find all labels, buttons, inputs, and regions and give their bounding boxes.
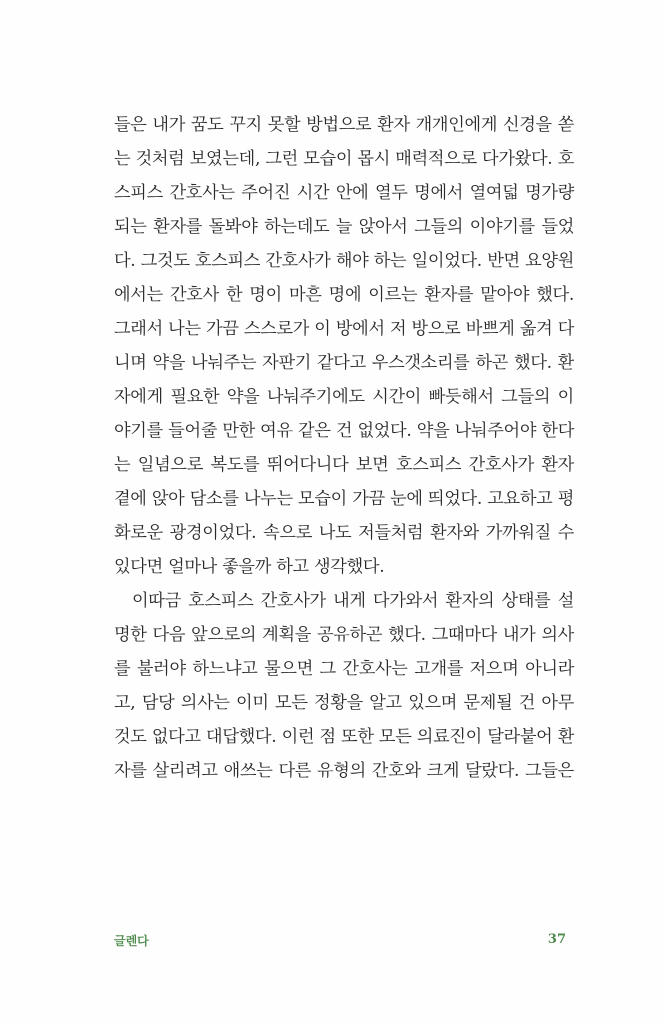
- text-line: 고, 담당 의사는 이미 모든 정황을 알고 있으며 문제될 건 아무: [114, 693, 574, 713]
- text-line: 니며 약을 나눠주는 자판기 같다고 우스갯소리를 하곤 했다. 환: [114, 353, 574, 373]
- text-line: 곁에 앉아 담소를 나누는 모습이 가끔 눈에 띄었다. 고요하고 평: [114, 489, 574, 509]
- text-line: 명한 다음 앞으로의 계획을 공유하곤 했다. 그때마다 내가 의사: [114, 625, 574, 645]
- text-line: 자를 살리려고 애쓰는 다른 유형의 간호와 크게 달랐다. 그들은: [114, 761, 574, 781]
- text-line: 다. 그것도 호스피스 간호사가 해야 하는 일이었다. 반면 요양원: [114, 251, 574, 271]
- paragraph: [114, 108, 574, 584]
- text-line: 에서는 간호사 한 명이 마흔 명에 이르는 환자를 맡아야 했다.: [114, 285, 574, 305]
- text-line: 는 것처럼 보였는데, 그런 모습이 몹시 매력적으로 다가왔다. 호: [114, 149, 574, 169]
- text-line: 되는 환자를 돌봐야 하는데도 늘 앉아서 그들의 이야기를 들었: [114, 217, 574, 237]
- text-line: 들은 내가 꿈도 꾸지 못할 방법으로 환자 개개인에게 신경을 쏟: [114, 115, 574, 135]
- text-line: 화로운 광경이었다. 속으로 나도 저들처럼 환자와 가까워질 수: [114, 523, 574, 543]
- running-title: 글렌다: [114, 934, 149, 948]
- text-line: 있다면 얼마나 좋을까 하고 생각했다.: [114, 557, 385, 577]
- text-line: 야기를 들어줄 만한 여유 같은 건 없었다. 약을 나눠주어야 한다: [114, 421, 574, 441]
- page-footer: [114, 932, 574, 952]
- text-line: 것도 없다고 대답했다. 이런 점 또한 모든 의료진이 달라붙어 환: [114, 727, 574, 747]
- paragraph: [114, 584, 574, 788]
- text-line: 그래서 나는 가끔 스스로가 이 방에서 저 방으로 바쁘게 옮겨 다: [114, 319, 574, 339]
- text-line: 이따금 호스피스 간호사가 내게 다가와서 환자의 상태를 설: [132, 591, 574, 611]
- page-number: 37: [547, 932, 566, 947]
- text-line: 를 불러야 하느냐고 물으면 그 간호사는 고개를 저으며 아니라: [114, 659, 574, 679]
- text-line: 는 일념으로 복도를 뛰어다니다 보면 호스피스 간호사가 환자: [114, 455, 574, 475]
- text-line: 자에게 필요한 약을 나눠주기에도 시간이 빠듯해서 그들의 이: [114, 387, 574, 407]
- text-line: 스피스 간호사는 주어진 시간 안에 열두 명에서 열여덟 명가량: [114, 183, 574, 203]
- body-text: [114, 108, 574, 788]
